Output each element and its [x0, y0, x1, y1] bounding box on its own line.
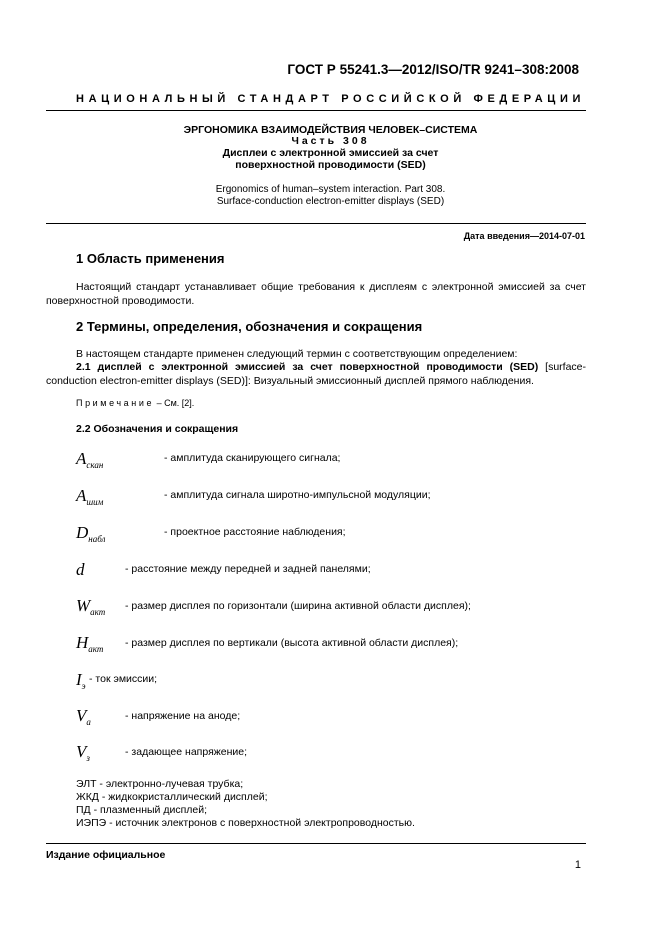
abbreviation-crt: ЭЛТ - электронно-лучевая трубка; [76, 778, 244, 790]
abbreviation-pdp: ПД - плазменный дисплей; [76, 804, 207, 816]
symbol-i-emission: $I_э$ [76, 670, 86, 691]
page-number: 1 [574, 859, 581, 871]
symbol-i-emission-definition: - ток эмиссии; [89, 673, 158, 685]
abbreviation-sce: ИЭПЭ - источник электронов с поверхностной электропроводностью. [76, 817, 415, 829]
title-line-3: Дисплеи с электронной эмиссией за счет [222, 147, 439, 159]
title-part: Часть 308 [291, 135, 370, 147]
national-standard-banner: НАЦИОНАЛЬНЫЙ СТАНДАРТ РОССИЙСКОЙ ФЕДЕРАЦИИ [76, 93, 585, 105]
term-2-1 [46, 360, 586, 388]
symbol-w-active: $W_{акт}$ [76, 596, 106, 617]
title-en-line-1: Ergonomics of human–system interaction. Part 308. [215, 184, 446, 195]
note-text: – См. [2]. [154, 398, 195, 408]
symbol-v-anode: $V_a$ [76, 706, 91, 727]
symbol-w-active-definition: - размер дисплея по горизонтали (ширина активной области дисплея); [125, 600, 471, 612]
symbol-h-active-definition: - размер дисплея по вертикали (высота активной области дисплея); [125, 637, 459, 649]
title-en-line-2: Surface-conduction electron-emitter displays (SED) [216, 196, 445, 207]
symbol-d-gap: d [76, 560, 85, 579]
symbol-d-view-definition: - проектное расстояние наблюдения; [164, 526, 346, 538]
header-divider [46, 110, 586, 111]
section-2-2-heading: 2.2 Обозначения и сокращения [76, 423, 239, 435]
title-line-1: ЭРГОНОМИКА ВЗАИМОДЕЙСТВИЯ ЧЕЛОВЕК–СИСТЕМА [183, 124, 478, 136]
symbol-v-drive: $V_з$ [76, 742, 90, 763]
title-divider [46, 223, 586, 224]
title-line-4: поверхностной проводимости (SED) [235, 159, 426, 171]
introduction-date: Дата введения—2014-07-01 [463, 231, 585, 241]
footer-divider [46, 843, 586, 844]
note-label: Примечание [76, 398, 155, 408]
symbol-v-drive-definition: - задающее напряжение; [125, 746, 248, 758]
symbol-a-pwm-definition: - амплитуда сигнала широтно-импульсной модуляции; [164, 489, 431, 501]
symbol-a-pwm: $A_{шим}$ [76, 486, 104, 507]
note [76, 398, 194, 408]
symbol-d-gap-definition: - расстояние между передней и задней панелями; [125, 563, 371, 575]
symbol-h-active: $H_{акт}$ [76, 633, 104, 654]
symbol-a-scan: $A_{скан}$ [76, 449, 104, 470]
symbol-a-scan-definition: - амплитуда сканирующего сигнала; [164, 452, 341, 464]
section-1-heading: 1 Область применения [76, 251, 225, 266]
section-2-heading: 2 Термины, определения, обозначения и сокращения [76, 319, 423, 334]
symbol-v-anode-definition: - напряжение на аноде; [125, 710, 241, 722]
standard-code: ГОСТ Р 55241.3—2012/ISO/TR 9241–308:2008 [287, 62, 579, 77]
section-1-text: Настоящий стандарт устанавливает общие требования к дисплеям с электронной эмиссией за счет поверхностной проводимости. [46, 281, 586, 307]
section-2-intro: В настоящем стандарте применен следующий термин с соответствующим определением: [76, 348, 518, 360]
symbol-d-view: $D_{набл}$ [76, 523, 106, 544]
official-edition-label: Издание официальное [46, 849, 166, 861]
term-2-1-title: 2.1 дисплей с электронной эмиссией за счет поверхностной проводимости (SED) [76, 361, 539, 373]
term-2-1-definition: [surface-conduction electron-emitter displays (SED)]: Визуальный эмиссионный дисплей прямого наблюдения. [46, 361, 587, 387]
abbreviation-lcd: ЖКД - жидкокристаллический дисплей; [76, 791, 268, 803]
